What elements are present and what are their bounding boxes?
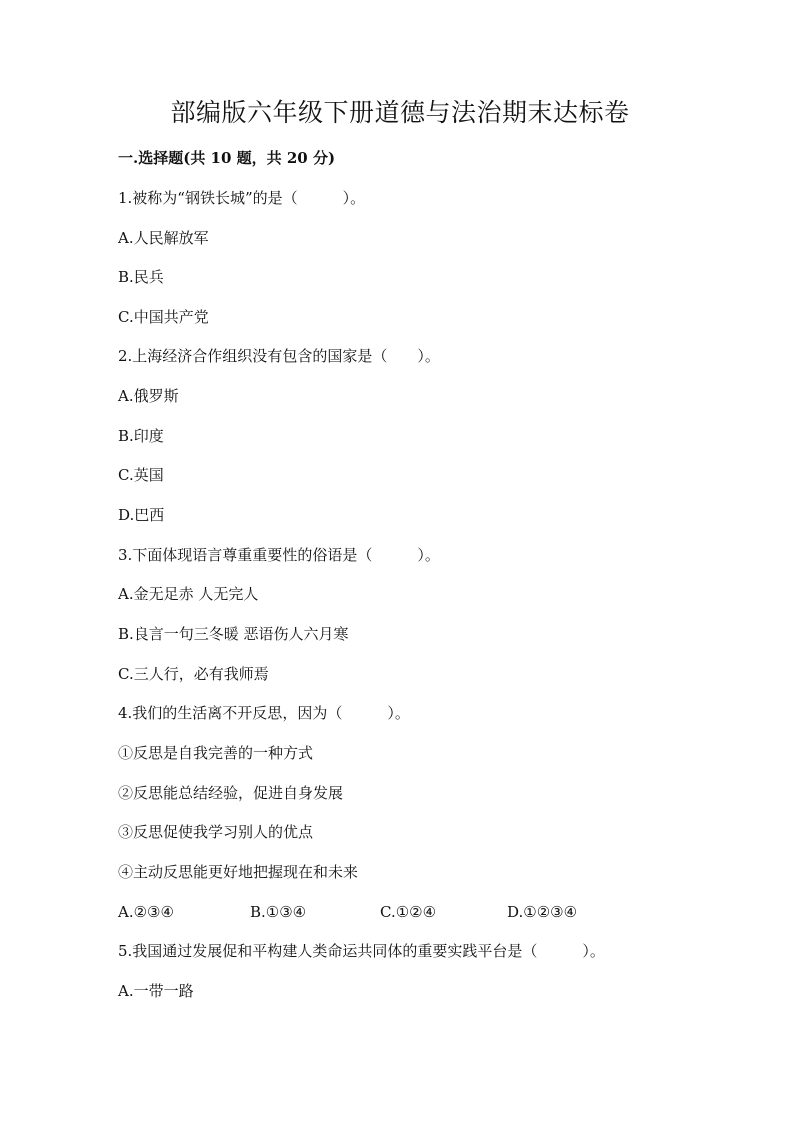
question-2-option-c: C.英国 — [118, 466, 164, 484]
question-4-option-c: C.①②④ — [380, 903, 437, 921]
page-title: 部编版六年级下册道德与法治期末达标卷 — [170, 98, 630, 127]
question-1-option-a: A.人民解放军 — [118, 229, 209, 247]
question-3-option-a: A.金无足赤 人无完人 — [118, 585, 259, 603]
question-2-option-d: D.巴西 — [118, 506, 165, 524]
question-4-option-b: B.①③④ — [250, 903, 307, 921]
question-4-option-d: D.①②③④ — [507, 903, 578, 921]
question-3-stem: 3.下面体现语言尊重重要性的俗语是（ ）。 — [118, 546, 440, 564]
question-4-stem: 4.我们的生活离不开反思，因为（ ）。 — [118, 704, 410, 722]
question-5-stem: 5.我国通过发展促和平构建人类命运共同体的重要实践平台是（ ）。 — [118, 942, 605, 960]
question-4-statement-4: ④主动反思能更好地把握现在和未来 — [118, 863, 359, 881]
question-1-option-c: C.中国共产党 — [118, 308, 209, 326]
section-heading: 一.选择题(共 10 题，共 20 分) — [118, 149, 336, 167]
question-2-option-a: A.俄罗斯 — [118, 387, 179, 405]
question-2-option-b: B.印度 — [118, 427, 164, 445]
question-4-statement-2: ②反思能总结经验，促进自身发展 — [118, 784, 344, 802]
question-1-stem: 1.被称为“钢铁长城”的是（ ）。 — [118, 189, 366, 207]
question-4-statement-1: ①反思是自我完善的一种方式 — [118, 744, 314, 762]
question-4-options-row — [118, 902, 678, 922]
question-4-statement-3: ③反思促使我学习别人的优点 — [118, 823, 314, 841]
question-5-option-a: A.一带一路 — [118, 982, 194, 1000]
question-4-option-a: A.②③④ — [118, 903, 174, 921]
question-3-option-b: B.良言一句三冬暖 恶语伤人六月寒 — [118, 625, 349, 643]
question-2-stem: 2.上海经济合作组织没有包含的国家是（ ）。 — [118, 347, 440, 365]
question-1-option-b: B.民兵 — [118, 268, 164, 286]
question-3-option-c: C.三人行，必有我师焉 — [118, 665, 269, 683]
